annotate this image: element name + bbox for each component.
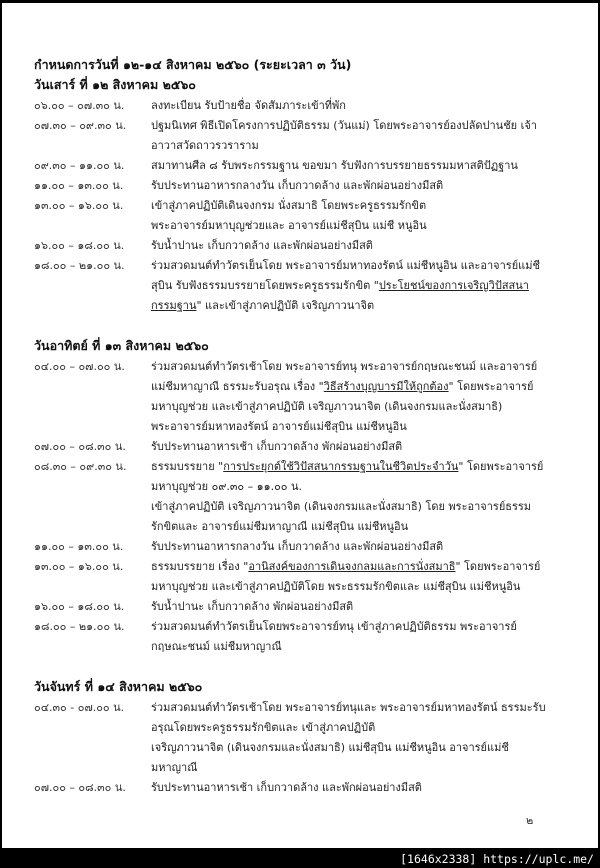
time-range: ๑๖.๐๐ – ๑๘.๐๐ น. [34,239,125,252]
description-line: เข้าสู่ภาคปฏิบัติเดินจงกรม นั่งสมาธิ โดยพระครูธรรมรักขิต [151,199,427,212]
description-line: รับประทานอาหารกลางวัน เก็บกวาดล้าง และพักผ่อนอย่างมีสติ [151,540,444,553]
activity-description [151,778,574,798]
activity-description [151,256,574,316]
activity-description [151,597,574,617]
description-line: รับประทานอาหารกลางวัน เก็บกวาดล้าง และพักผ่อนอย่างมีสติ [151,179,444,192]
activity-description [151,196,574,236]
activity-description [151,357,574,437]
schedule [34,55,574,798]
page-number: ๒ [526,814,534,827]
time-range: ๐๘.๓๐ – ๐๙.๓๐ น. [34,460,127,473]
time-range: ๐๖.๐๐ – ๐๗.๓๐ น. [34,99,125,112]
time-range: ๑๑.๐๐ – ๑๓.๐๐ น. [34,540,124,553]
schedule-row [34,156,574,176]
description-line: ธรรมบรรยาย เรื่อง "อานิสงค์ของการเดินจงกลมและการนั่งสมาธิ" โดยพระอาจารย์ [151,560,541,573]
schedule-row [34,778,574,798]
description-line: ร่วมสวดมนต์ทำวัตรเช้าโดย พระอาจารย์ทนุและ พระอาจารย์มหาทองรัตน์ ธรรมะรับ [151,701,546,714]
section-spacer [34,316,574,336]
day-section [34,336,574,657]
description-line: กรรมฐาน" และเข้าสู่ภาคปฏิบัติ เจริญภาวนาจิต [151,299,375,312]
description-line: ร่วมสวดมนต์ทำวัตรเช้าโดย พระอาจารย์ทนุ พระอาจารย์กฤษณะชนม์ และอาจารย์ [151,360,538,373]
activity-description [151,96,574,116]
time-range: ๑๘.๐๐ – ๒๑.๐๐ น. [34,259,125,272]
activity-description [151,457,574,537]
schedule-row [34,617,574,657]
description-line: ลงทะเบียน รับป้ายชื่อ จัดสัมภาระเข้าที่พัก [151,99,346,112]
day-heading: วันอาทิตย์ ที่ ๑๓ สิงหาคม ๒๕๖๐ [34,338,209,353]
description-line: เจริญภาวนาจิต (เดินจงกรมและนั่งสมาธิ) แม่ชีสุบิน แม่ชีหนูอิน อาจารย์แม่ชี [151,741,509,754]
day-section [34,677,574,798]
schedule-row [34,457,574,537]
description-line: พระอาจารย์มหาทองรัตน์ อาจารย์แม่ชีสุบิน แม่ชีหนูอิน [151,420,407,433]
description-line: เข้าสู่ภาคปฏิบัติ เจริญภาวนาจิต (เดินจงกรมและนั่งสมาธิ) โดย พระอาจารย์ธรรม [151,500,532,513]
description-line: กฤษณะชนม์ แม่ชีมหาญาณี [151,640,282,653]
time-range: ๐๗.๐๐ – ๐๘.๓๐ น. [34,440,126,453]
time-range: ๐๗.๓๐ – ๐๙.๓๐ น. [34,119,127,132]
schedule-row [34,698,574,778]
activity-description [151,236,574,256]
day-heading: วันเสาร์ ที่ ๑๒ สิงหาคม ๒๕๖๐ [34,77,196,92]
activity-description [151,176,574,196]
day-section [34,75,574,316]
schedule-row [34,116,574,156]
description-line: มหาบุญช่วย และเข้าสู่ภาคปฏิบัติ เจริญภาวนาจิต (เดินจงกรมและนั่งสมาธิ) [151,400,503,413]
description-line: พระอาจารย์มหาบุญช่วยและ อาจารย์แม่ชีสุบิน แม่ชี หนูอิน [151,219,427,232]
description-line: แม่ชีมหาญาณี ธรรมะรับอรุณ เรื่อง "วิธีสร้างบุญบารมีให้ถูกต้อง" โดยพระอาจารย์ [151,380,534,393]
description-line: มหาบุญช่วย ๐๙.๓๐ – ๑๑.๐๐ น. [151,480,303,493]
time-range: ๑๓.๐๐ – ๑๖.๐๐ น. [34,199,124,212]
description-line: ร่วมสวดมนต์ทำวัตรเย็นโดย พระอาจารย์มหาทองรัตน์ แม่ชีหนูอิน และอาจารย์แม่ชี [151,259,540,272]
description-line: สมาทานศีล ๘ รับพระกรรมฐาน ขอขมา รับฟังการบรรยายธรรมมหาสติปัฏฐาน [151,159,518,172]
time-range: ๑๓.๐๐ – ๑๖.๐๐ น. [34,560,124,573]
schedule-row [34,256,574,316]
description-line: มหาญาณี [151,761,198,774]
description-line: ร่วมสวดมนต์ทำวัตรเย็นโดยพระอาจารย์ทนุ เข้าสู่ภาคปฏิบัติธรรม พระอาจารย์ [151,620,517,633]
description-line: มหาบุญช่วย และเข้าสู่ภาคปฏิบัติโดย พระธรรมรักขิตและ แม่ชีสุบิน แม่ชีหนูอิน [151,580,521,593]
description-line: รับน้ำปานะ เก็บกวาดล้าง และพักผ่อนอย่างมีสติ [151,239,373,252]
schedule-row [34,96,574,116]
schedule-row [34,357,574,437]
schedule-row [34,176,574,196]
description-line: รับน้ำปานะ เก็บกวาดล้าง พักผ่อนอย่างมีสติ [151,600,354,613]
schedule-row [34,537,574,557]
activity-description [151,116,574,156]
day-heading: วันจันทร์ ที่ ๑๔ สิงหาคม ๒๕๖๐ [34,679,203,694]
activity-description [151,698,574,778]
schedule-row [34,437,574,457]
time-range: ๑๘.๐๐ – ๒๑.๐๐ น. [34,620,125,633]
schedule-row [34,557,574,597]
time-range: ๐๙.๓๐ – ๑๑.๐๐ น. [34,159,125,172]
activity-description [151,537,574,557]
time-range: ๑๖.๐๐ – ๑๘.๐๐ น. [34,600,125,613]
schedule-title: กำหนดการวันที่ ๑๒-๑๔ สิงหาคม ๒๕๖๐ (ระยะเวลา ๓ วัน) [34,57,352,72]
activity-description [151,437,574,457]
time-range: ๐๔.๓๐ - ๐๗.๐๐ น. [34,701,125,714]
description-line: ธรรมบรรยาย "การประยุกต์ใช้วิปัสสนากรรมฐานในชีวิตประจำวัน" โดยพระอาจารย์ [151,460,544,473]
schedule-row [34,236,574,256]
description-line: สุบิน รับฟังธรรมบรรยายโดยพระครูธรรมรักขิต "ประโยชน์ของการเจริญวิปัสสนา [151,279,529,292]
description-line: รับประทานอาหารเช้า เก็บกวาดล้าง พักผ่อนอย่างมีสติ [151,440,403,453]
description-line: อรุณโดยพระครูธรรมรักขิตและ เข้าสู่ภาคปฏิบัติ [151,721,376,734]
document-page [2,3,598,848]
description-line: อาวาสวัดถาวรวราราม [151,139,259,152]
time-range: ๐๗.๐๐ – ๐๘.๓๐ น. [34,781,126,794]
time-range: ๐๔.๐๐ – ๐๗.๐๐ น. [34,360,125,373]
description-line: รักขิตและ อาจารย์แม่ชีมหาญาณี แม่ชีสุบิน แม่ชีหนูอิน [151,520,409,533]
watermark-text: [1646x2338] https://uplc.me/ [400,852,594,866]
description-line: ปฐมนิเทศ พิธีเปิดโครงการปฏิบัติธรรม (วันแม่) โดยพระอาจารย์องปลัดปานชัย เจ้า [151,119,537,132]
description-line: รับประทานอาหารเช้า เก็บกวาดล้าง และพักผ่อนอย่างมีสติ [151,781,422,794]
activity-description [151,557,574,597]
activity-description [151,617,574,657]
schedule-row [34,597,574,617]
activity-description [151,156,574,176]
section-spacer [34,657,574,677]
schedule-row [34,196,574,236]
schedule-days [34,75,574,798]
time-range: ๑๑.๐๐ – ๑๓.๐๐ น. [34,179,124,192]
